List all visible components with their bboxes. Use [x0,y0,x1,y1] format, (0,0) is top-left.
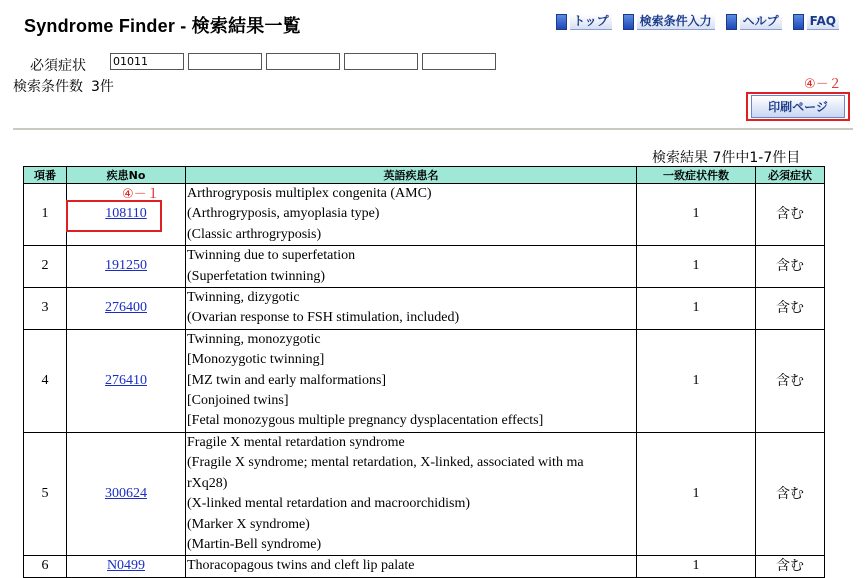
disease-link[interactable]: 108110 [105,206,147,222]
disease-name: (Superfetation twinning) [187,268,326,284]
row-number: 5 [24,432,67,555]
top-navigation [556,14,839,30]
symptom-input-4[interactable] [344,53,418,70]
disease-name: (X-linked mental retardation and macroorchidism) [187,496,471,512]
disease-name: Twinning due to superfetation [187,248,356,264]
match-count: 1 [637,556,756,577]
match-count: 1 [637,329,756,432]
nav-square-icon [726,14,737,30]
disease-link[interactable]: N0499 [106,558,146,574]
title-separator: - [175,16,192,36]
disease-name: (Marker X syndrome) [187,516,310,532]
disease-link[interactable]: 191250 [105,258,147,274]
app-name: Syndrome Finder [24,16,176,36]
match-count: 1 [637,432,756,555]
disease-name: (Classic arthrogryposis) [187,226,322,242]
page-heading: 検索結果一覧 [191,16,301,36]
disease-name: (Fragile X syndrome; mental retardation, X-linked, associated with ma [187,455,584,471]
required-flag: 含む [756,288,825,330]
table-row [24,556,825,577]
disease-name: Fragile X mental retardation syndrome [187,434,405,450]
symptom-input-1[interactable] [110,53,184,70]
results-table [23,166,825,578]
symptom-input-2[interactable] [188,53,262,70]
nav-square-icon [793,14,804,30]
table-row [24,432,825,555]
disease-name: [MZ twin and early malformations] [187,372,387,388]
header-disease-no: 疾患No [67,167,186,184]
disease-link[interactable]: 300624 [105,485,147,501]
disease-link[interactable]: 276400 [105,300,147,316]
print-button-highlight [746,92,850,121]
header-english-name: 英語疾患名 [186,167,637,184]
link-annotation-marker: ④－１ [122,187,160,202]
disease-name: (Ovarian response to FSH stimulation, included) [187,310,460,326]
result-summary: 検索結果 7件中1-7件目 [652,150,801,166]
page-title [24,12,301,38]
disease-name: (Arthrogryposis, amyoplasia type) [187,206,380,222]
match-count: 1 [637,184,756,246]
nav-square-icon [556,14,567,30]
disease-name: [Monozygotic twinning] [187,352,325,368]
required-symptom-label: 必須症状 [30,58,86,74]
match-count: 1 [637,246,756,288]
symptom-input-5[interactable] [422,53,496,70]
symptom-inputs [110,53,496,70]
table-row [24,288,825,330]
disease-name: (Martin-Bell syndrome) [187,536,322,552]
disease-name: [Conjoined twins] [187,393,289,409]
row-number: 6 [24,556,67,577]
print-page-button[interactable]: 印刷ページ [751,95,845,118]
required-flag: 含む [756,329,825,432]
disease-name: Twinning, monozygotic [187,331,321,347]
match-count: 1 [637,288,756,330]
header-no: 項番 [24,167,67,184]
disease-name: Twinning, dizygotic [187,290,300,306]
nav-square-icon [623,14,634,30]
disease-link[interactable]: 276410 [105,372,147,388]
required-flag: 含む [756,432,825,555]
required-flag: 含む [756,246,825,288]
nav-search-condition-button[interactable]: 検索条件入力 [623,14,715,30]
condition-count-value: 3件 [91,79,114,95]
print-annotation-marker: ④－２ [804,77,842,92]
disease-name: Thoracopagous twins and cleft lip palate [187,558,415,574]
table-row [24,329,825,432]
disease-name: Arthrogryposis multiplex congenita (AMC) [187,186,432,201]
table-row [24,246,825,288]
symptom-input-3[interactable] [266,53,340,70]
nav-faq-button[interactable]: FAQ [793,14,839,30]
disease-name: [Fetal monozygous multiple pregnancy dysplacentation effects] [187,413,544,429]
nav-help-button[interactable]: ヘルプ [726,14,782,30]
table-header-row [24,167,825,184]
disease-name: rXq28) [187,475,228,491]
required-flag: 含む [756,184,825,246]
condition-count-label: 検索条件数 [13,79,83,95]
header-required-symptom: 必須症状 [756,167,825,184]
header-match-count: 一致症状件数 [637,167,756,184]
required-flag: 含む [756,556,825,577]
divider [13,128,853,130]
row-number: 4 [24,329,67,432]
condition-count [13,76,114,96]
nav-top-button[interactable]: トップ [556,14,612,30]
row-number: 2 [24,246,67,288]
row-number: 3 [24,288,67,330]
row-number: 1 [24,184,67,246]
